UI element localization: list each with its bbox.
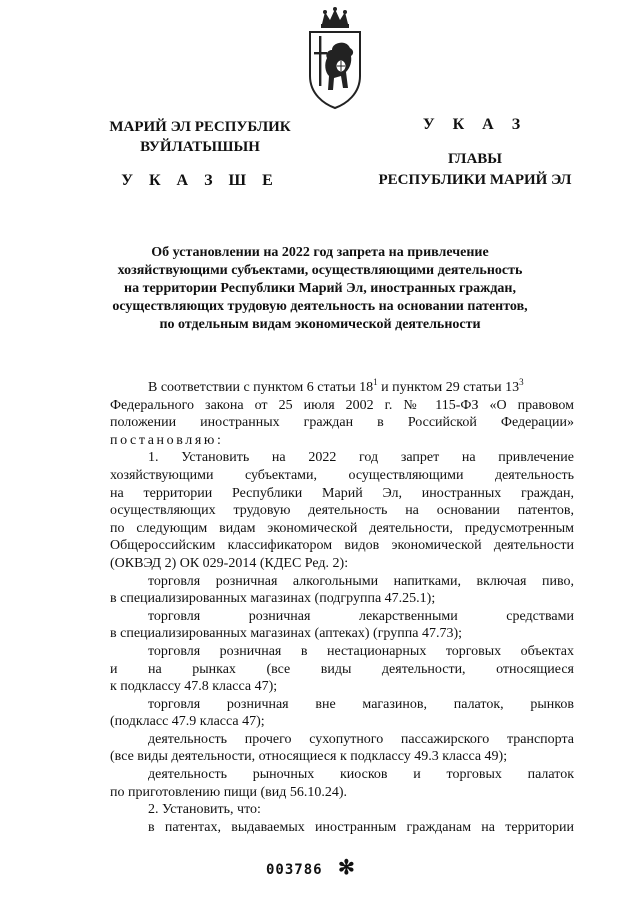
title-line: осуществляющих трудовую деятельность на основании патентов, — [112, 299, 528, 314]
coat-of-arms-icon — [300, 6, 370, 110]
header-left-line3: У К А З Ш Е — [121, 172, 279, 189]
paragraph-1-line: Общероссийским классификатором видов экономической деятельности — [110, 538, 574, 554]
header-mari-language — [100, 117, 300, 191]
header-left-line1: МАРИЙ ЭЛ РЕСПУБЛИК — [109, 119, 291, 135]
intro-text: В соответствии с пунктом 6 статьи 18 — [148, 380, 374, 395]
paragraph-1-line: по следующим видам экономической деятельности, предусмотренным — [110, 520, 574, 536]
intro-text: и пунктом 29 статьи 13 — [377, 380, 520, 395]
paragraph-1-line: хозяйствующими субъектами, осуществляющими деятельность — [110, 467, 574, 483]
paragraph-1-line: (ОКВЭД 2) ОК 029-2014 (КДЕС Ред. 2): — [110, 555, 349, 571]
header-right-line3: РЕСПУБЛИКИ МАРИЙ ЭЛ — [378, 172, 572, 188]
superscript: 1 — [373, 377, 378, 387]
paragraph-2-line: 2. Установить, что: — [148, 802, 261, 818]
paragraph-1-line: 1. Установить на 2022 год запрет на привлечение — [148, 450, 574, 466]
list-item-line: торговля розничная алкогольными напитками, включая пиво, — [148, 573, 574, 589]
title-line: Об установлении на 2022 год запрета на привлечение — [151, 245, 489, 260]
list-item-line: в специализированных магазинах (аптеках) (группа 47.73); — [110, 626, 462, 642]
list-item-line: торговля розничная вне магазинов, палаток, рынков — [148, 696, 574, 712]
list-item-line: деятельность рыночных киосков и торговых палаток — [148, 767, 574, 783]
title-line: хозяйствующими субъектами, осуществляющими деятельность — [117, 263, 523, 278]
header-right-line2: ГЛАВЫ — [447, 151, 503, 167]
asterisk-mark-icon: ✻ — [338, 857, 355, 879]
list-item-line: деятельность прочего сухопутного пассажирского транспорта — [148, 731, 574, 747]
list-item-line: (подкласс 47.9 класса 47); — [110, 714, 265, 730]
list-item-line: по приготовлению пищи (вид 56.10.24). — [110, 784, 347, 800]
list-item-line: торговля розничная лекарственными средствами — [148, 608, 574, 624]
header-russian-language — [350, 114, 600, 191]
list-item-line: и на рынках (все виды деятельности, относящиеся — [110, 661, 574, 677]
decree-body — [110, 379, 574, 836]
list-item-line: к подклассу 47.8 класса 47); — [110, 679, 278, 695]
title-line: на территории Республики Марий Эл, иностранных граждан, — [124, 281, 516, 296]
list-item-line: (все виды деятельности, относящиеся к подклассу 49.3 класса 49); — [110, 749, 508, 765]
paragraph-1-line: осуществляющих трудовую деятельность на основании патентов, — [110, 503, 574, 519]
list-item-line: торговля розничная в нестационарных торговых объектах — [148, 643, 574, 659]
intro-line: положении иностранных граждан в Российской Федерации» — [110, 415, 574, 431]
header-right-line1: У К А З — [422, 116, 528, 133]
decree-title — [80, 244, 560, 334]
list-item-line: в специализированных магазинах (подгруппа 47.25.1); — [110, 591, 436, 607]
document-serial-number: 003786 — [266, 862, 323, 878]
paragraph-1-line: на территории Республики Марий Эл, иностранных граждан, — [110, 485, 574, 501]
header-left-line2: ВУЙЛАТЫШЫН — [140, 139, 260, 155]
superscript: 3 — [519, 377, 524, 387]
intro-line: Федерального закона от 25 июля 2002 г. № 115-ФЗ «О правовом — [110, 397, 574, 413]
title-line: по отдельным видам экономической деятельности — [159, 317, 481, 332]
paragraph-2-line: в патентах, выдаваемых иностранным гражданам на территории — [148, 819, 574, 835]
intro-line: постановляю: — [110, 432, 224, 448]
intro-line — [110, 379, 574, 397]
